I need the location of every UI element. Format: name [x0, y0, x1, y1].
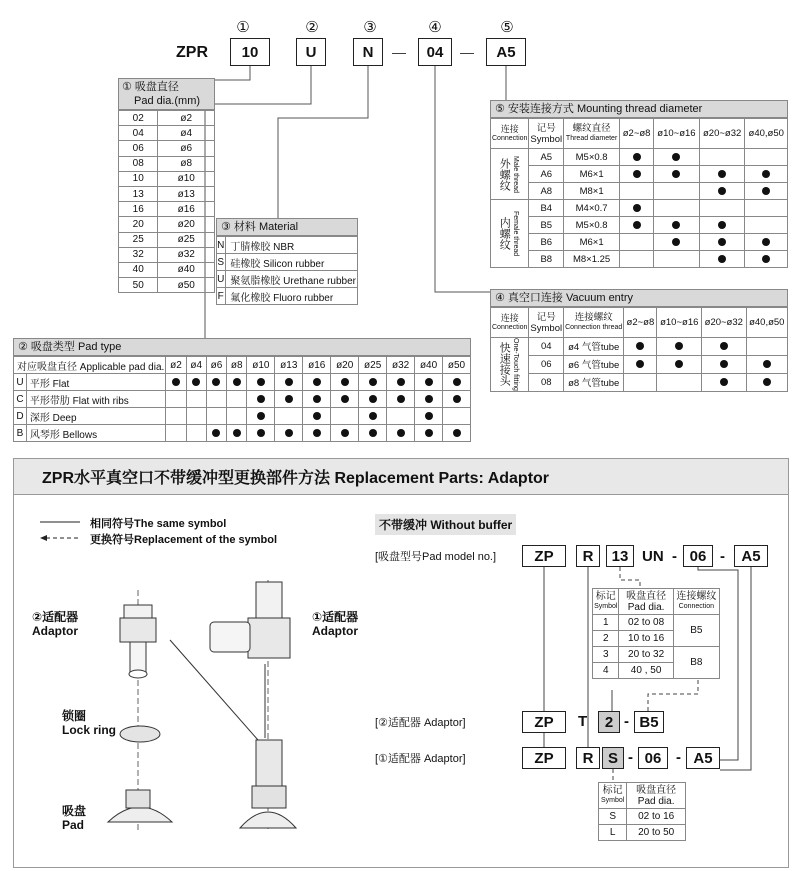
vacuum-thread: ø6 气管tube	[564, 355, 624, 373]
t2-r0-c1: 02 to 16	[627, 809, 686, 825]
mt-h-thr: 螺纹直径	[572, 122, 611, 134]
vacuum-sym: 06	[529, 355, 564, 373]
pad-type-size-header: ø50	[443, 357, 471, 374]
legend-same: 相同符号The same symbol	[90, 518, 227, 530]
a2-zp: ZP	[522, 711, 566, 733]
vacuum-thread: ø4 气管tube	[564, 338, 624, 356]
pm-06: 06	[683, 545, 713, 567]
mounting-title: ⑤ 安装连接方式 Mounting thread diameter	[490, 100, 788, 118]
material-code: F	[217, 288, 226, 305]
mounting-group-label-en: Female thread	[512, 210, 520, 257]
pad-type-size-header: ø10	[247, 357, 275, 374]
vt-col-1: ø10~ø16	[657, 308, 702, 338]
a1-06: 06	[638, 747, 668, 769]
material-name: 丁腈橡胶 NBR	[226, 237, 358, 254]
code-dash-1: —	[392, 44, 406, 60]
mounting-group-label-en: Male thread	[512, 155, 520, 193]
t2-r0-c0: S	[599, 809, 627, 825]
pad-type-size-header: ø40	[415, 357, 443, 374]
pad-type-size-header: ø20	[331, 357, 359, 374]
pad-type-code: D	[14, 408, 27, 425]
vacuum-thread: ø8 气管tube	[564, 373, 624, 391]
ad1-label: [①适配器 Adaptor]	[375, 753, 466, 765]
pad-type-title: ② 吸盘类型 Pad type	[13, 338, 471, 356]
mt-h-sym-en: Symbol	[530, 133, 563, 145]
t1-r2-c1: 20 to 32	[619, 647, 673, 663]
pad-dia-size: ø20	[158, 217, 215, 232]
vacuum-group-label-en: One-Touch fitting	[512, 338, 520, 391]
mt-col-2: ø20~ø32	[699, 119, 745, 149]
pad-type-code: C	[14, 391, 27, 408]
pad-dia-code: 25	[119, 232, 158, 247]
pad-dia-size: ø2	[158, 111, 215, 126]
pad-label: 吸盘	[62, 804, 87, 818]
code-box-1: 10	[230, 38, 270, 66]
mounting-group-label: 内螺纹	[498, 216, 511, 250]
mounting-sym: B6	[529, 234, 564, 251]
vacuum-sym: 04	[529, 338, 564, 356]
without-buffer-title: 不带缓冲 Without buffer	[375, 514, 516, 535]
a1-r: R	[576, 747, 600, 769]
material-name: 聚氨脂橡胶 Urethane rubber	[226, 271, 358, 288]
material-name: 硅橡胶 Silicon rubber	[226, 254, 358, 271]
symbol-table-1	[592, 588, 720, 679]
mounting-thread: M5×0.8	[564, 217, 620, 234]
pad-type-code: U	[14, 374, 27, 391]
t2-r1-c1: 20 to 50	[627, 825, 686, 841]
mt-col-0: ø2~ø8	[620, 119, 654, 149]
mt-h-conn-en: Connection	[492, 134, 528, 142]
code-box-4: 04	[418, 38, 452, 66]
pad-dia-code: 40	[119, 262, 158, 277]
pad-dia-title: ① 吸盘直径	[122, 81, 179, 93]
pm-zp: ZP	[522, 545, 566, 567]
mounting-thread: M8×1	[564, 183, 620, 200]
mounting-sym: B5	[529, 217, 564, 234]
adaptor1-label-en: Adaptor	[312, 624, 358, 638]
lockring-label: 锁圈	[62, 709, 87, 723]
a1-dash1: -	[628, 749, 633, 766]
pad-label-en: Pad	[62, 818, 85, 832]
pad-dia-code: 13	[119, 186, 158, 201]
t1-r3-c1: 40 , 50	[619, 663, 673, 679]
t1-h3: 连接螺纹	[676, 590, 717, 602]
symbol-table-2	[598, 782, 686, 841]
code-dash-2: —	[460, 44, 474, 60]
a2-t: T	[578, 713, 588, 730]
replacement-title: ZPR水平真空口不带缓冲型更换部件方法 Replacement Parts: Adaptor	[14, 459, 788, 495]
t2-h1: 标记	[602, 784, 623, 796]
mounting-thread: M6×1	[564, 234, 620, 251]
vacuum-group-label: 快速接头	[498, 342, 511, 387]
legend-replace: 更换符号Replacement of the symbol	[90, 534, 278, 546]
pm-13: 13	[606, 545, 634, 567]
code-box-3: N	[353, 38, 383, 66]
t1-r1-c0: 2	[593, 631, 619, 647]
pad-type-size-header: ø32	[387, 357, 415, 374]
t1-r0-c0: 1	[593, 615, 619, 631]
mounting-thread: M4×0.7	[564, 200, 620, 217]
vacuum-sym: 08	[529, 373, 564, 391]
pad-dia-code: 02	[119, 111, 158, 126]
pad-type-label: 风琴形 Bellows	[26, 425, 165, 442]
t1-r2-c0: 3	[593, 647, 619, 663]
pad-type-size-header: ø8	[227, 357, 247, 374]
pad-dia-code: 50	[119, 278, 158, 293]
t2-h2: 吸盘直径	[636, 784, 677, 796]
mounting-sym: A8	[529, 183, 564, 200]
mounting-group-label: 外螺纹	[498, 157, 511, 191]
vt-h-conn-en: Connection	[492, 323, 528, 331]
pad-dia-code: 20	[119, 217, 158, 232]
mounting-thread: M8×1.25	[564, 251, 620, 268]
vacuum-title: ④ 真空口连接 Vacuum entry	[490, 289, 788, 307]
pad-type-size-header: ø2	[166, 357, 186, 374]
pad-dia-size: ø50	[158, 278, 215, 293]
pm-un: UN	[642, 548, 664, 565]
material-title: ③ 材料 Material	[216, 218, 358, 236]
t1-b5: B5	[673, 615, 719, 647]
adaptor2-label: ②适配器	[32, 610, 79, 624]
t1-r1-c1: 10 to 16	[619, 631, 673, 647]
a2-2: 2	[598, 711, 620, 733]
t1-h1: 标记	[595, 590, 616, 602]
code-num-4: ④	[428, 19, 442, 36]
pad-dia-size: ø4	[158, 126, 215, 141]
pm-a5: A5	[734, 545, 768, 567]
lockring-label-en: Lock ring	[62, 723, 117, 737]
adaptor2-label-en: Adaptor	[32, 624, 78, 638]
a2-b5: B5	[634, 711, 664, 733]
ad2-label: [②适配器 Adaptor]	[375, 717, 466, 729]
material-code: N	[217, 237, 226, 254]
pad-type-label: 平形 Flat	[26, 374, 165, 391]
mt-col-1: ø10~ø16	[654, 119, 700, 149]
mt-col-3: ø40,ø50	[745, 119, 788, 149]
t1-h2: 吸盘直径	[626, 590, 667, 602]
material-code: S	[217, 254, 226, 271]
pad-dia-size: ø10	[158, 171, 215, 186]
t1-r3-c0: 4	[593, 663, 619, 679]
mounting-thread: M6×1	[564, 166, 620, 183]
a2-dash: -	[624, 713, 629, 730]
pad-type-size-header: ø25	[359, 357, 387, 374]
vt-col-0: ø2~ø8	[624, 308, 657, 338]
t1-b8: B8	[673, 647, 719, 679]
mounting-sym: A5	[529, 149, 564, 166]
pad-dia-size: ø40	[158, 262, 215, 277]
code-num-5: ⑤	[500, 19, 514, 36]
vt-h-sym: 记号	[536, 311, 556, 323]
pad-type-size-header: ø6	[206, 357, 226, 374]
pad-type-code: B	[14, 425, 27, 442]
t1-r0-c1: 02 to 08	[619, 615, 673, 631]
a1-a5: A5	[686, 747, 720, 769]
adaptor1-label: ①适配器	[312, 610, 359, 624]
vt-h-thr-en: Connection thread	[565, 323, 623, 331]
pm-dash1: -	[672, 548, 677, 565]
vt-col-3: ø40,ø50	[746, 308, 787, 338]
mounting-sym: A6	[529, 166, 564, 183]
pad-dia-size: ø32	[158, 247, 215, 262]
vt-h-sym-en: Symbol	[530, 322, 563, 334]
pad-dia-code: 08	[119, 156, 158, 171]
mt-h-conn: 连接	[500, 123, 519, 134]
pad-dia-code: 10	[119, 171, 158, 186]
t1-h1-en: Symbol	[594, 602, 618, 610]
pm-dash2: -	[720, 548, 725, 565]
code-box-2: U	[296, 38, 326, 66]
vt-h-thr: 连接螺纹	[574, 311, 613, 323]
a1-zp: ZP	[522, 747, 566, 769]
material-code: U	[217, 271, 226, 288]
pad-dia-code: 06	[119, 141, 158, 156]
pm-r: R	[576, 545, 600, 567]
code-num-1: ①	[236, 19, 250, 36]
vt-h-conn: 连接	[500, 312, 519, 323]
code-prefix: ZPR	[176, 44, 208, 61]
mt-h-thr-en: Thread diameter	[565, 134, 618, 142]
vt-col-2: ø20~ø32	[702, 308, 747, 338]
material-name: 氟化橡胶 Fluoro rubber	[226, 288, 358, 305]
pad-type-size-header: ø13	[275, 357, 303, 374]
pad-dia-size: ø25	[158, 232, 215, 247]
t2-h2-en: Pad dia.	[637, 795, 675, 807]
t1-h3-en: Connection	[678, 602, 715, 610]
code-num-3: ③	[363, 19, 377, 36]
code-box-5: A5	[486, 38, 526, 66]
mt-h-sym: 记号	[536, 122, 556, 134]
pad-dia-size: ø13	[158, 186, 215, 201]
pad-type-header-label: 对应吸盘直径 Applicable pad dia.	[14, 357, 166, 374]
mounting-sym: B4	[529, 200, 564, 217]
pad-dia-code: 04	[119, 126, 158, 141]
t2-r1-c0: L	[599, 825, 627, 841]
pad-type-size-header: ø16	[303, 357, 331, 374]
mounting-sym: B8	[529, 251, 564, 268]
t1-h2-en: Pad dia.	[627, 601, 665, 613]
t2-h1-en: Symbol	[600, 796, 625, 804]
code-num-2: ②	[305, 19, 319, 36]
pad-type-label: 平形带肋 Flat with ribs	[26, 391, 165, 408]
pad-dia-code: 32	[119, 247, 158, 262]
a1-dash2: -	[676, 749, 681, 766]
mounting-thread: M5×0.8	[564, 149, 620, 166]
pad-dia-size: ø6	[158, 141, 215, 156]
pad-dia-code: 16	[119, 202, 158, 217]
pad-model-label: [吸盘型号Pad model no.]	[375, 551, 497, 563]
pad-dia-subtitle: Pad dia.(mm)	[134, 95, 201, 107]
a1-s: S	[602, 747, 624, 769]
pad-type-label: 深形 Deep	[26, 408, 165, 425]
pad-dia-size: ø8	[158, 156, 215, 171]
pad-type-size-header: ø4	[186, 357, 206, 374]
pad-dia-size: ø16	[158, 202, 215, 217]
